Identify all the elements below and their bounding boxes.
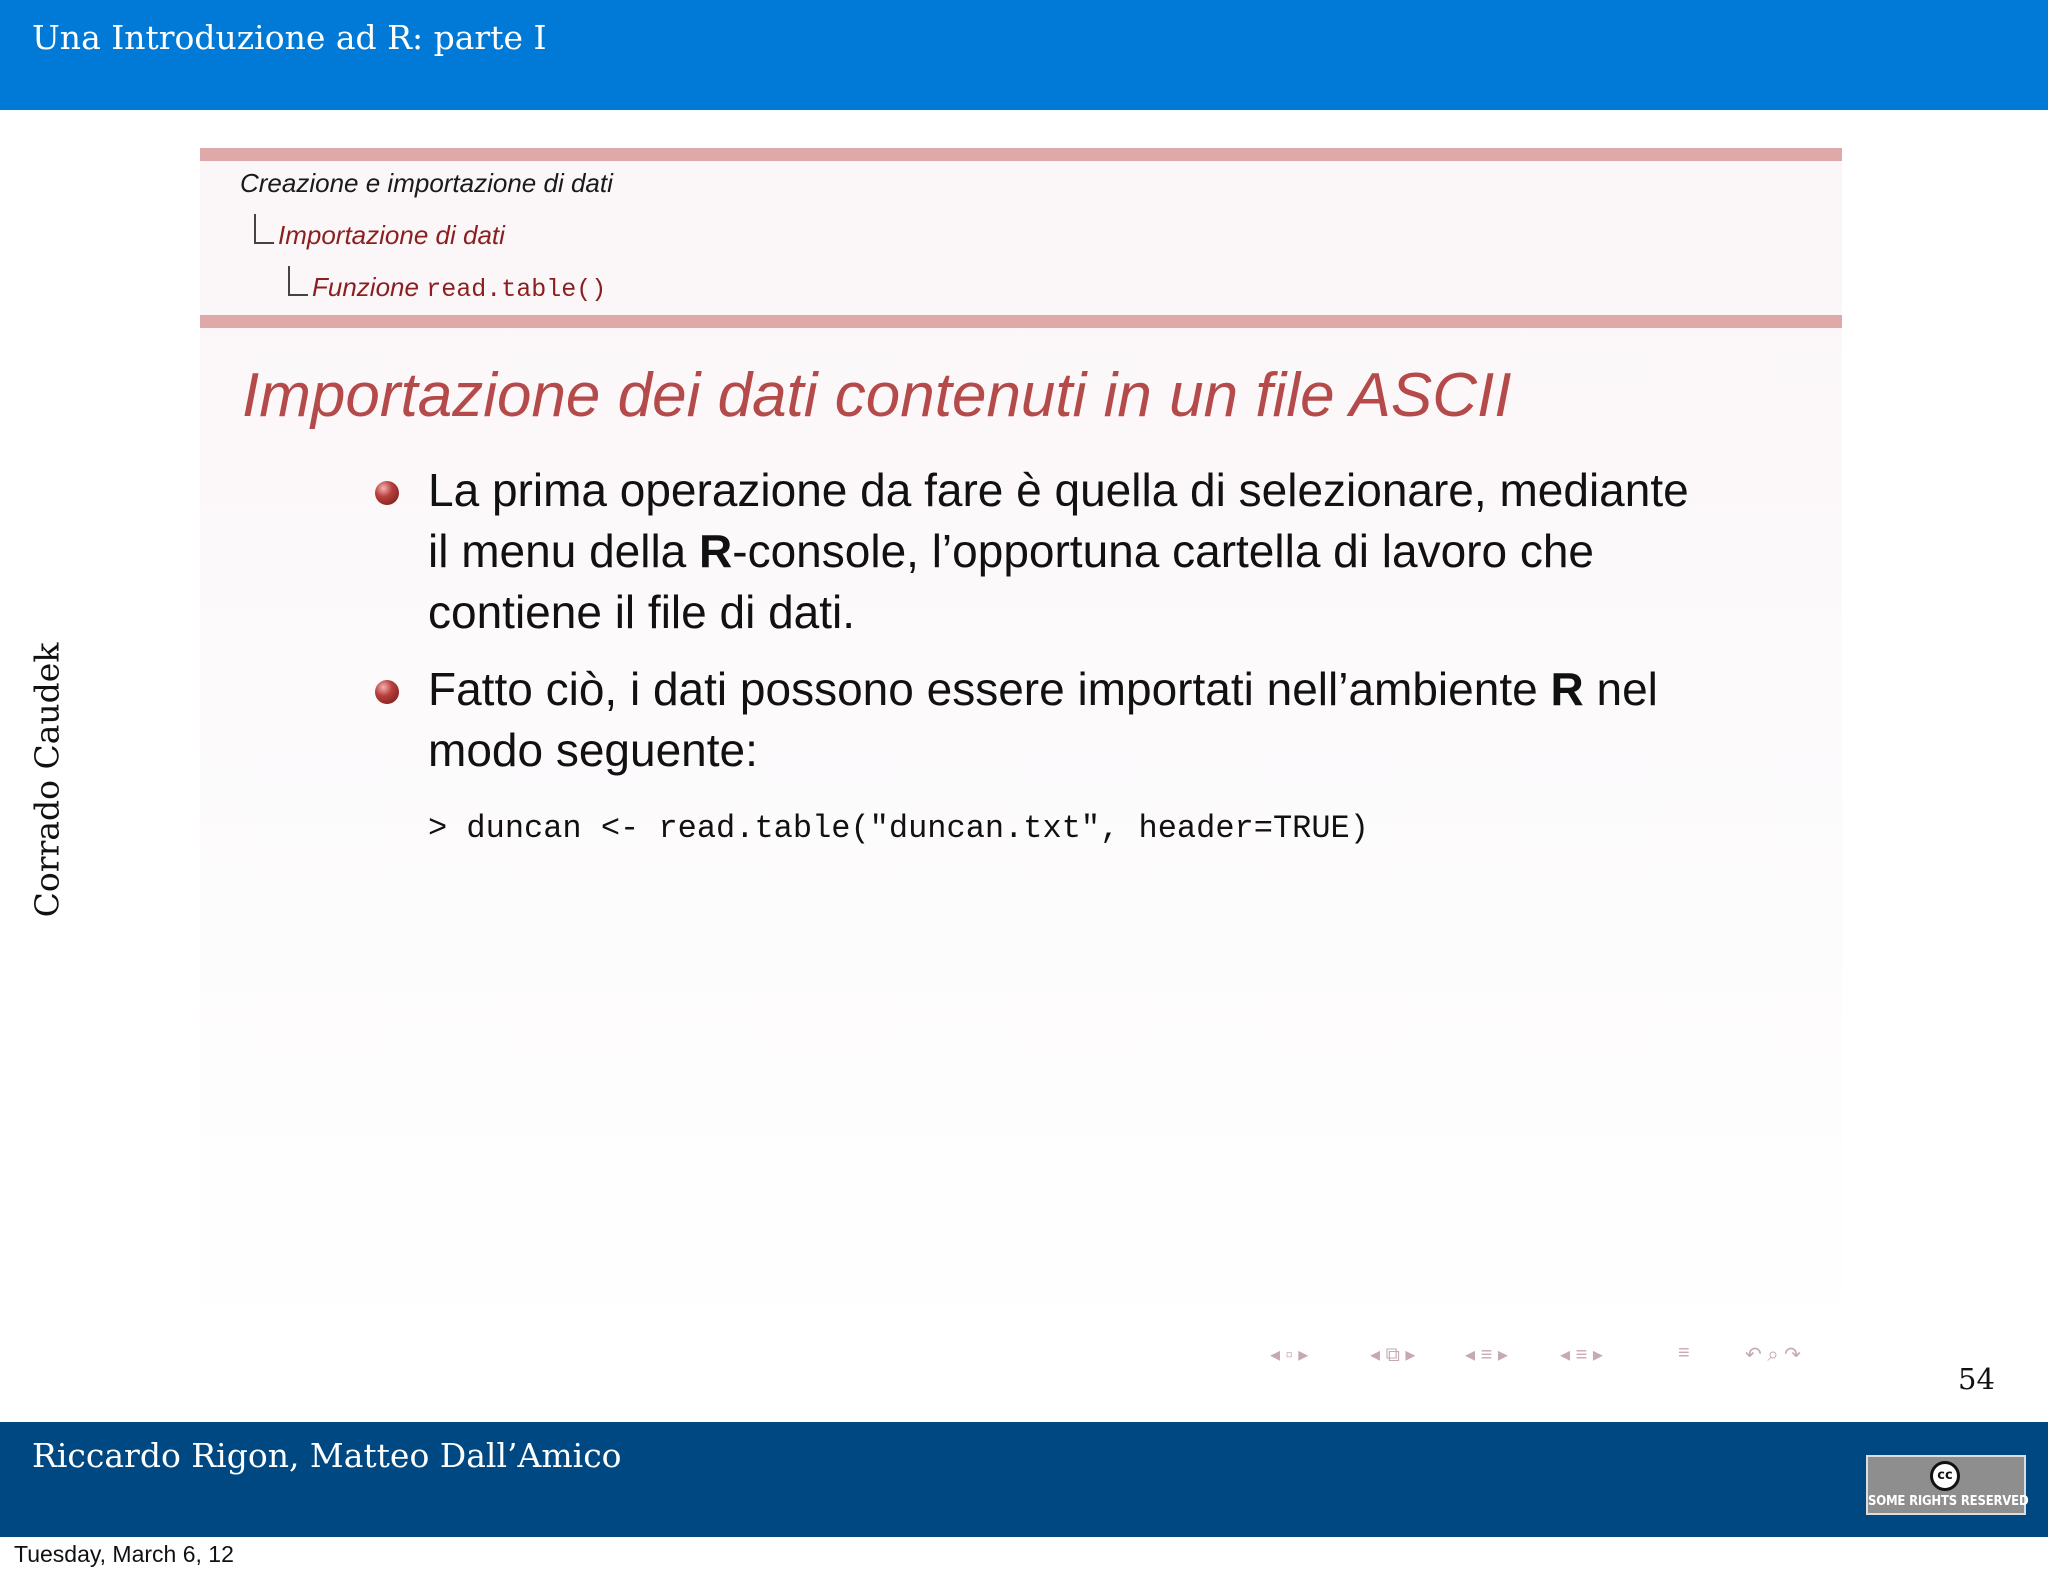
breadcrumb-subsection-label: Importazione di dati <box>278 220 505 250</box>
bullet-ball-icon <box>375 680 399 704</box>
presentation-title: Una Introduzione ad R: parte I <box>32 18 547 57</box>
nav-frame-icon[interactable]: ◂ ⧉ ▸ <box>1370 1344 1416 1366</box>
bullet-text-start: Fatto ciò, i dati possono essere importati nell’ambiente <box>428 663 1551 715</box>
bullet-text-end: -console, l’opportuna cartella di lavoro che contiene il file di dati. <box>428 525 1594 638</box>
bullet-ball-icon <box>375 481 399 505</box>
page-number: 54 <box>1958 1362 1995 1396</box>
footer-authors: Riccardo Rigon, Matteo Dall’Amico <box>32 1436 622 1475</box>
breadcrumb-current-code: read.table() <box>426 275 607 304</box>
code-example: > duncan <- read.table("duncan.txt", header=TRUE) <box>428 810 1369 847</box>
date-strip <box>0 1537 2048 1576</box>
bullet-item <box>375 659 1705 781</box>
nav-section-icon[interactable]: ◂ ≡ ▸ <box>1560 1344 1603 1366</box>
breadcrumb-section[interactable]: Creazione e importazione di dati <box>240 168 613 198</box>
nav-slide-icon[interactable]: ◂ ▫ ▸ <box>1270 1344 1309 1366</box>
nav-toc-icon[interactable]: ≡ <box>1678 1342 1690 1364</box>
bullet-bold-r: R <box>699 525 733 577</box>
bullet-text-end: nel modo seguente: <box>428 663 1658 776</box>
bullet-item <box>375 460 1705 643</box>
breadcrumb-current-label: Funzione <box>312 272 419 302</box>
sidebar-author: Corrado Caudek <box>27 642 67 918</box>
slide-title: Importazione dei dati contenuti in un file ASCII <box>242 361 1512 430</box>
breadcrumb-top-rule <box>200 148 1842 161</box>
breadcrumb-bottom-rule <box>200 315 1842 328</box>
tree-branch-icon <box>254 214 274 244</box>
breadcrumb-current[interactable] <box>312 272 606 304</box>
breadcrumb-subsection[interactable] <box>278 220 505 251</box>
tree-branch-icon <box>288 266 308 296</box>
beamer-navigation <box>1270 1342 1830 1372</box>
bullet-list <box>375 460 1705 781</box>
bullet-bold-r: R <box>1550 663 1584 715</box>
bullet-text-start: La prima operazione da fare è quella di selezionare, mediante il menu della <box>428 464 1689 577</box>
slide-date: Tuesday, March 6, 12 <box>14 1541 234 1567</box>
license-text: SOME RIGHTS RESERVED <box>1868 1494 2029 1509</box>
creative-commons-icon: cc <box>1930 1461 1960 1491</box>
nav-search-back-forward-icon[interactable]: ↶ ⌕ ↷ <box>1745 1344 1801 1366</box>
nav-subsection-icon[interactable]: ◂ ≡ ▸ <box>1465 1344 1508 1366</box>
license-badge[interactable] <box>1866 1455 2029 1515</box>
